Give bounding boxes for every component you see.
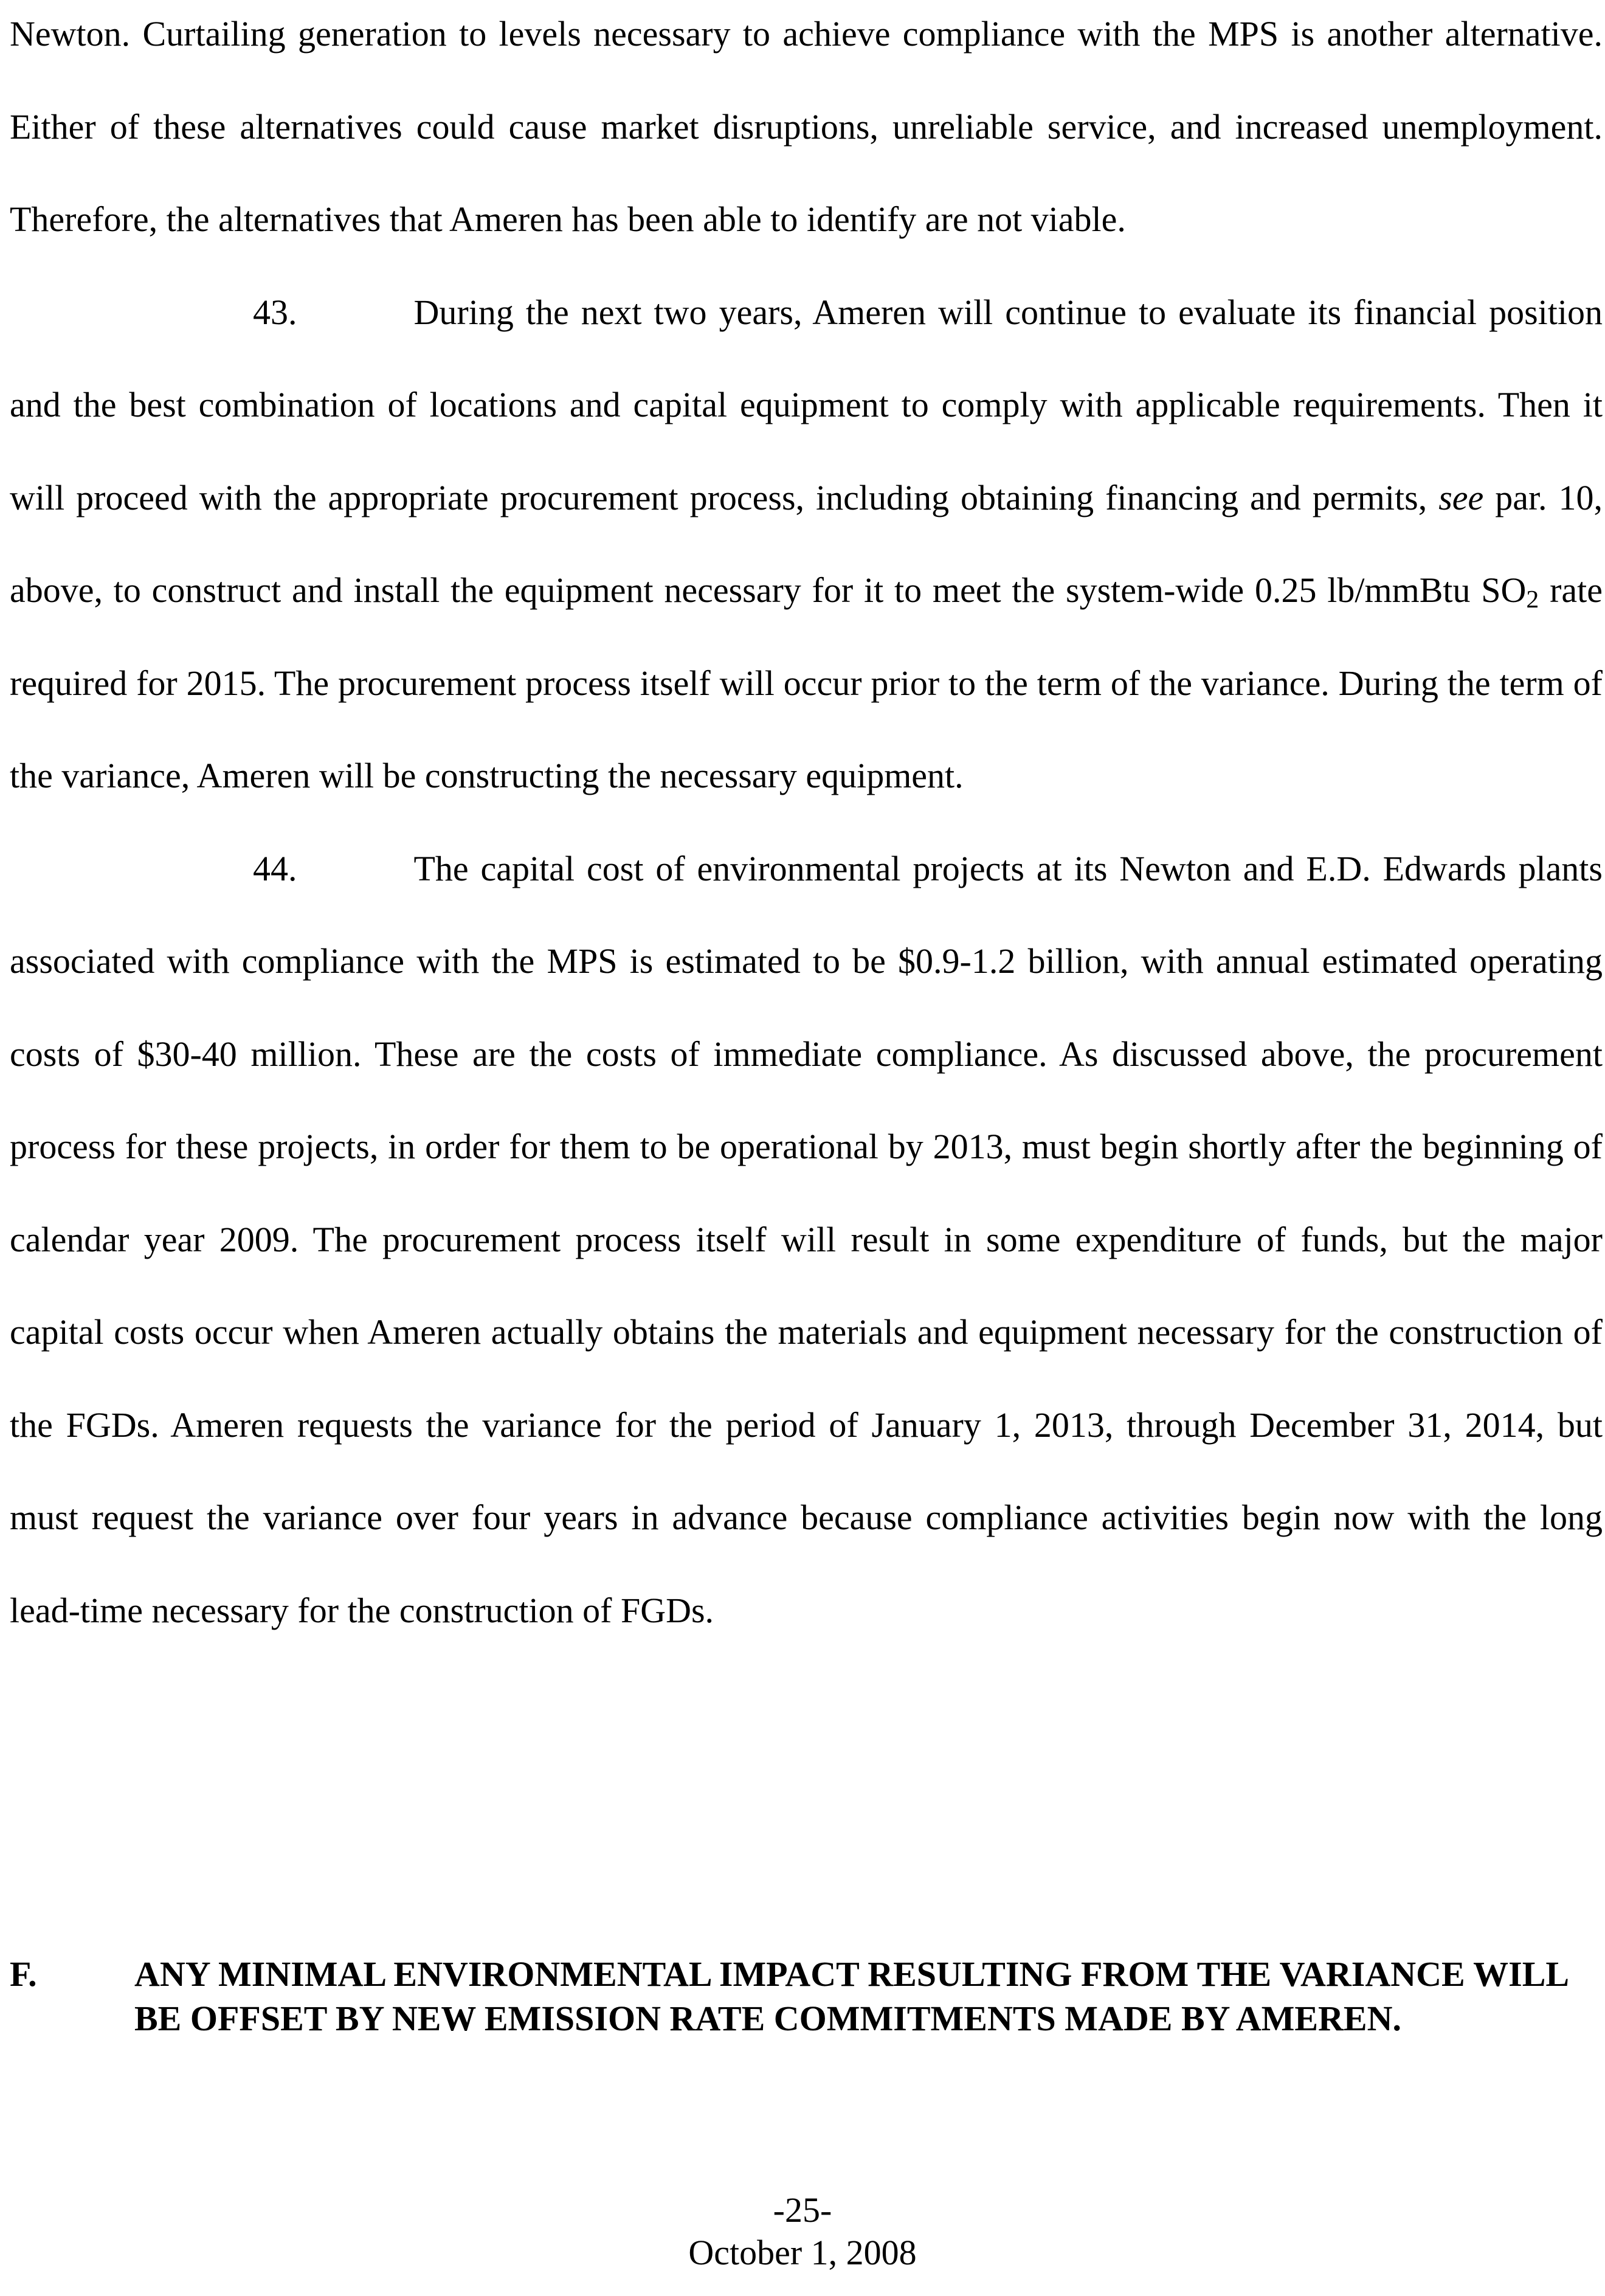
paragraph-43-text-part2: par. 10, above, to construct and install the equipment necessary for it to meet the system-wide 0.25 lb/mmBtu SO: [10, 477, 1603, 610]
page-number: -25-: [773, 2190, 832, 2230]
continued-paragraph: Newton. Curtailing generation to levels necessary to achieve compliance with the MPS is another alternative. Either of these alternatives could cause market disruptions, unreliable service, and increased unemployment. Therefore, the alternatives that Ameren has been able to identify are not viable.: [10, 14, 1603, 239]
paragraph-43-text-part1: During the next two years, Ameren will continue to evaluate its financial position and the best combination of locations and capital equipment to comply with applicable requirements. Then it will proceed with the appropriate procurement process, including obtaining financing and permits,: [10, 292, 1603, 517]
paragraph-43-subscript: 2: [1526, 586, 1539, 614]
paragraph-43: [10, 266, 1603, 823]
paragraph-43-text-part3: rate required for 2015. The procurement process itself will occur prior to the term of the variance. During the term of the variance, Ameren will be constructing the necessary equipment.: [10, 570, 1603, 795]
paragraph-43-italic-see: see: [1438, 477, 1484, 517]
paragraph-44: [10, 823, 1603, 1658]
paragraph-44-number: 44.: [253, 848, 297, 888]
footer-date: October 1, 2008: [688, 2233, 917, 2272]
section-heading-text: ANY MINIMAL ENVIRONMENTAL IMPACT RESULTING FROM THE VARIANCE WILL BE OFFSET BY NEW EMISSION RATE COMMITMENTS MADE BY AMEREN.: [134, 1954, 1567, 2038]
body-text: [10, 0, 1603, 1657]
paragraph-43-number: 43.: [253, 292, 297, 332]
paragraph-44-text: The capital cost of environmental projects at its Newton and E.D. Edwards plants associated with compliance with the MPS is estimated to be $0.9-1.2 billion, with annual estimated operating costs of $30-40 million. These are the costs of immediate compliance. As discussed above, the procurement process for these projects, in order for them to be operational by 2013, must begin shortly after the beginning of calendar year 2009. The procurement process itself will result in some expenditure of funds, but the major capital costs occur when Ameren actually obtains the materials and equipment necessary for the construction of the FGDs. Ameren requests the variance for the period of January 1, 2013, through December 31, 2014, but must request the variance over four years in advance because compliance activities begin now with the long lead-time necessary for the construction of FGDs.: [10, 848, 1603, 1630]
section-heading-letter: F.: [10, 1954, 37, 1994]
section-heading: [10, 1952, 1603, 2041]
